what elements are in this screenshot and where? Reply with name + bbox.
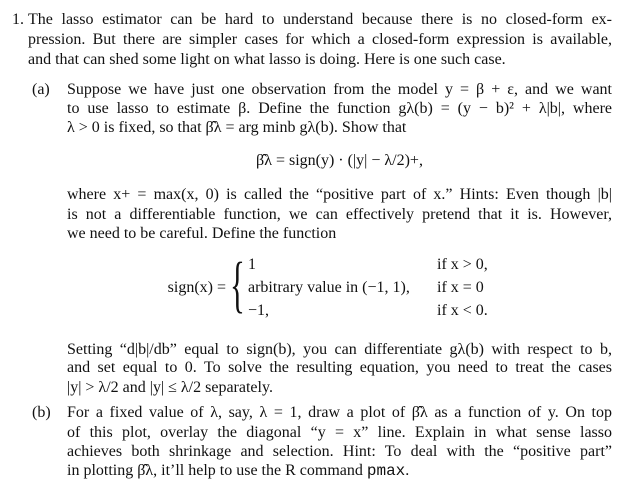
period: . <box>405 462 410 479</box>
brace: { <box>230 251 245 319</box>
part-a-line: to use lasso to estimate β. Define the function gλ(b) = (y − b)² + λ|b|, where <box>67 100 612 117</box>
sign-lhs: sign(x) = <box>167 279 226 296</box>
display-equation: β̂λ = sign(y) · (|y| − λ/2)+, <box>256 152 423 169</box>
case-condition: if x > 0, <box>437 256 488 273</box>
part-b-line: achieves both shrinkage and selection. Hint: To deal with the “positive part” <box>67 443 612 460</box>
r-command: pmax <box>366 462 406 480</box>
intro-line: and that can shed some light on what lasso is doing. Here is one such case. <box>28 51 506 68</box>
intro-line: The lasso estimator can be hard to understand because there is no closed-form ex- <box>28 11 612 28</box>
part-b-line: of this plot, overlay the diagonal “y = x” line. Explain in what sense lasso <box>67 424 612 441</box>
part-a-line: where x+ = max(x, 0) is called the “positive part of x.” Hints: Even though |b| <box>67 186 612 203</box>
part-b-text: in plotting β̂λ, it’ll help to use the R command <box>67 462 363 479</box>
part-a-line: is not a differentiable function, we can effectively pretend that it is. However, <box>67 206 612 223</box>
case-value: −1, <box>248 302 270 319</box>
part-a-line: we need to be careful. Define the function <box>67 225 337 242</box>
part-b-line: For a fixed value of λ, say, λ = 1, draw a plot of β̂λ as a function of y. On top <box>67 404 612 421</box>
part-a-line: and set equal to 0. To solve the resulting equation, you need to treat the cases <box>67 359 612 376</box>
part-a-line: Setting “d|b|/db” equal to sign(b), you can differentiate gλ(b) with respect to b, <box>67 341 612 358</box>
case-value: 1 <box>248 256 256 273</box>
part-b-label: (b) <box>32 404 51 421</box>
case-condition: if x < 0. <box>437 302 488 319</box>
problem-number: 1. <box>12 11 24 28</box>
intro-line: pression. But there are simpler cases for which a closed-form expression is available, <box>28 31 612 48</box>
part-a-line: Suppose we have just one observation from the model y = β + ε, and we want <box>67 81 612 98</box>
part-b-line-last <box>67 461 612 481</box>
part-a-line: λ > 0 is fixed, so that β̂λ = arg minb gλ(b). Show that <box>67 119 407 136</box>
part-a-label: (a) <box>32 81 50 98</box>
case-condition: if x = 0 <box>437 279 484 296</box>
case-value: arbitrary value in (−1, 1), <box>248 279 410 296</box>
part-a-line: |y| > λ/2 and |y| ≤ λ/2 separately. <box>67 379 273 396</box>
